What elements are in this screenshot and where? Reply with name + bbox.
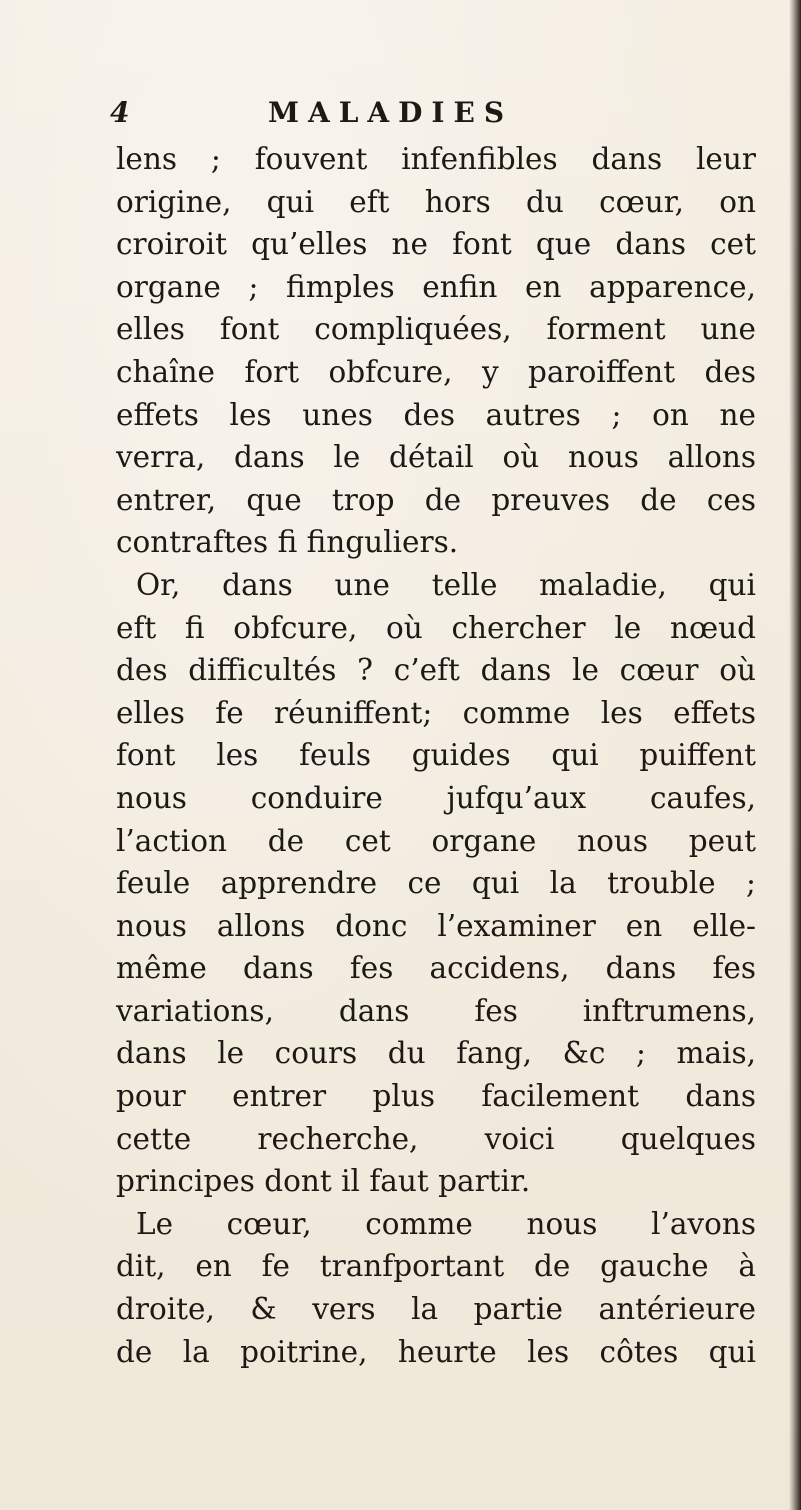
text-line: Le cœur, comme nous l’avons	[136, 1206, 756, 1241]
page-header	[110, 96, 710, 136]
text-line: chaîne fort obfcure, y paroiffent des	[116, 354, 756, 389]
text-line: croiroit qu’elles ne font que dans cet	[116, 227, 756, 262]
text-line: pour entrer plus facilement dans	[116, 1079, 756, 1114]
text-line: variations, dans fes inftrumens,	[116, 993, 756, 1028]
page-edge-shadow	[789, 0, 801, 1510]
text-line: effets les unes des autres ; on ne	[116, 397, 756, 432]
text-line: verra, dans le détail où nous allons	[116, 440, 756, 475]
text-line: nous conduire jufqu’aux caufes,	[116, 780, 756, 815]
text-line: de la poitrine, heurte les côtes qui	[116, 1334, 756, 1369]
page-number: 4	[110, 96, 130, 129]
text-line: Or, dans une telle maladie, qui	[136, 567, 756, 602]
text-line: cette recherche, voici quelques	[116, 1121, 756, 1156]
text-line: des difficultés ? c’eft dans le cœur où	[116, 653, 756, 688]
text-line: principes dont il faut partir.	[116, 1164, 531, 1199]
text-line: organe ; fimples enfin en apparence,	[116, 269, 756, 304]
text-line: dit, en fe tranfportant de gauche à	[116, 1249, 756, 1284]
text-line: nous allons donc l’examiner en elle-	[116, 908, 756, 943]
text-line: elles font compliquées, forment une	[116, 312, 756, 347]
text-line: eft fi obfcure, où chercher le nœud	[116, 610, 756, 645]
text-line: feule apprendre ce qui la trouble ;	[116, 866, 756, 901]
body-text	[116, 138, 756, 1373]
text-line: droite, & vers la partie antérieure	[116, 1292, 756, 1327]
text-line: même dans fes accidens, dans fes	[116, 951, 756, 986]
text-line: entrer, que trop de preuves de ces	[116, 482, 756, 517]
text-line: font les feuls guides qui puiffent	[116, 738, 756, 773]
running-head: MALADIES	[268, 96, 514, 129]
text-line: l’action de cet organe nous peut	[116, 823, 756, 858]
text-line: contraftes fi finguliers.	[116, 525, 459, 560]
text-line: elles fe réuniffent; comme les effets	[116, 695, 756, 730]
text-line: dans le cours du fang, &c ; mais,	[116, 1036, 756, 1071]
text-line: origine, qui eft hors du cœur, on	[116, 184, 756, 219]
text-line: lens ; fouvent infenfibles dans leur	[116, 142, 756, 176]
